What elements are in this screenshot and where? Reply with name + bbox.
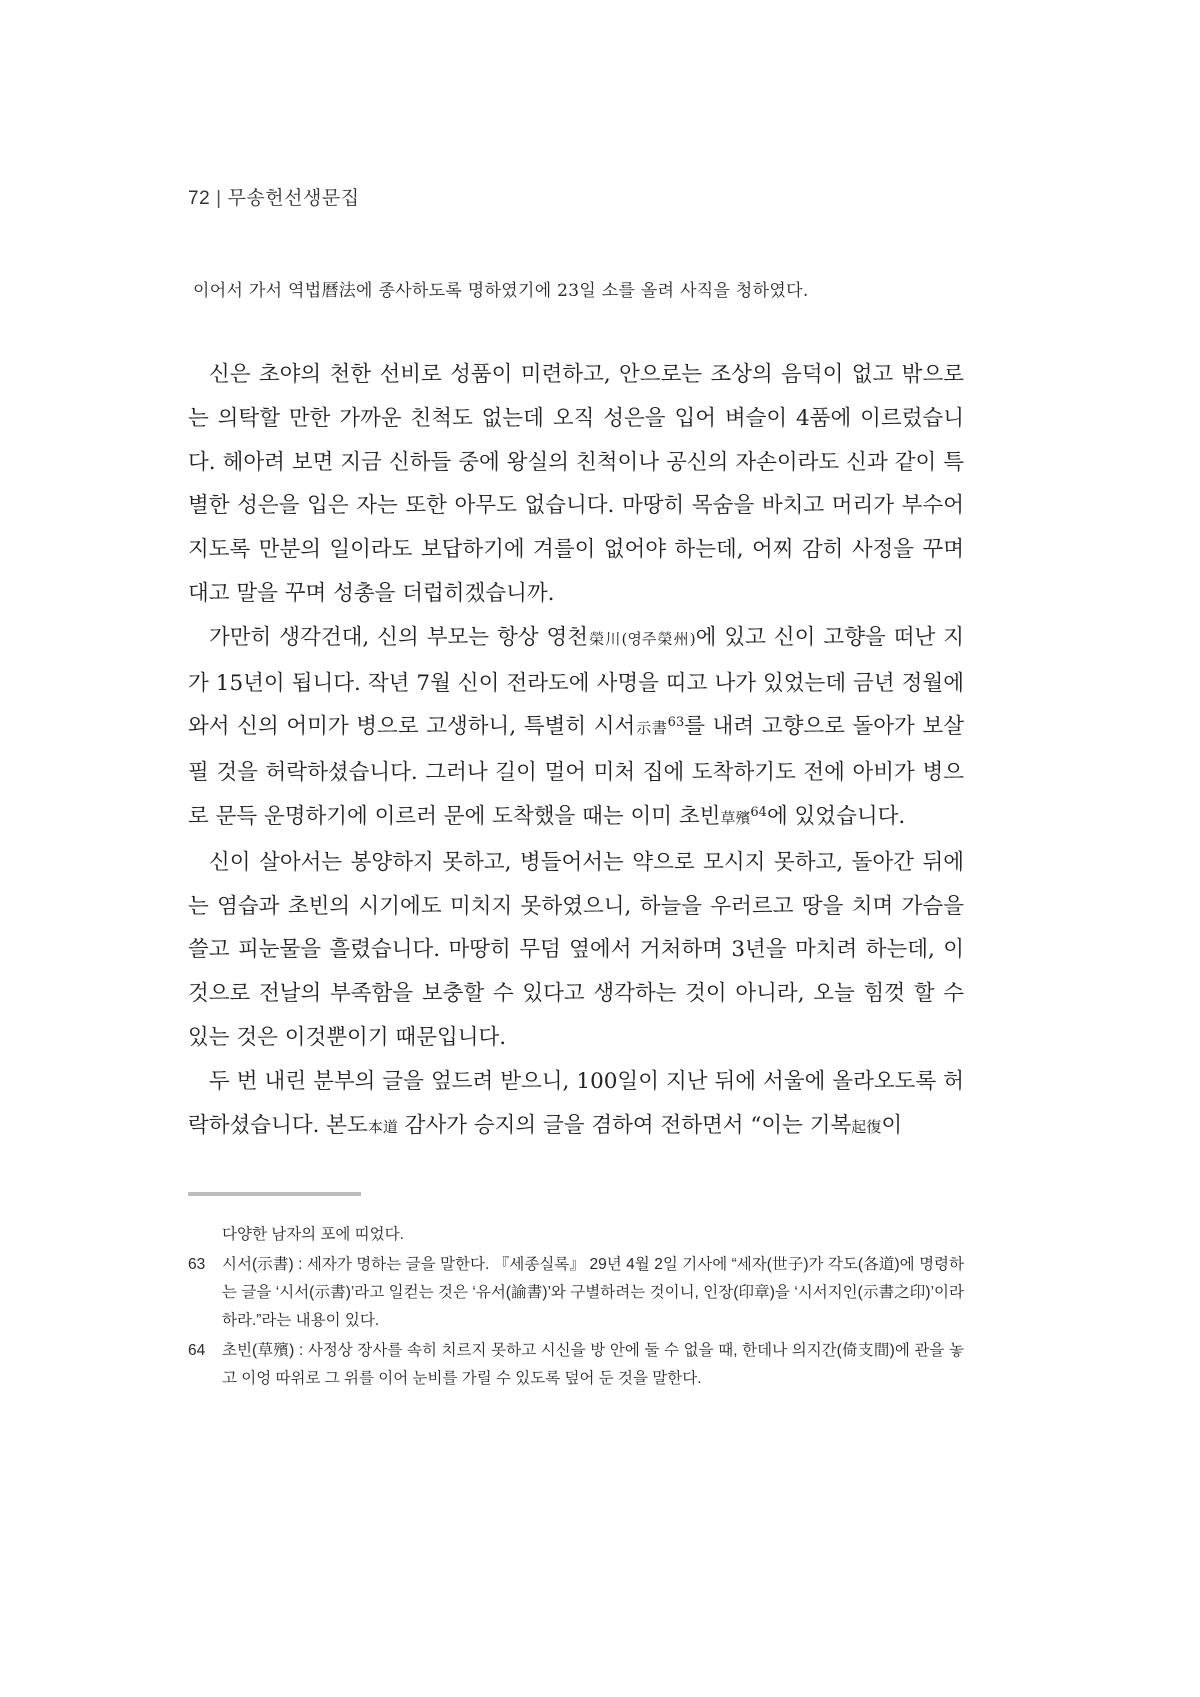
footnote-number: 64	[188, 1342, 206, 1359]
footnote-text: 초빈(草殯) : 사정상 장사를 속히 치르지 못하고 시신을 방 안에 둘 수 없을 때, 한데나 의지간(倚支間)에 관을 놓고 이엉 따위로 그 위를 이어 눈비를 가릴 수 있도록 덮어 둔 것을 말한다.	[222, 1342, 964, 1387]
hanja-gloss: 起復	[851, 1117, 882, 1136]
footnote-ref: 64	[750, 804, 767, 820]
text-run: 에 있었습니다.	[766, 803, 906, 829]
body-paragraph	[188, 1060, 964, 1150]
intro-line: 이어서 가서 역법曆法에 종사하도록 명하였기에 23일 소를 올려 사직을 청하였다.	[193, 281, 809, 301]
body-paragraph	[188, 616, 964, 841]
text-run: 에 있고 신이 고향을 떠난 지가 15년이 됩니다. 작년 7월 신이 전라도에 사명을 띠고 나가 있었는데 금년 정월에 와서 신의 어미가 병으로 고생하니, 특별히 시서	[188, 624, 965, 740]
text-run: 이	[881, 1112, 903, 1138]
book-title: 무송헌선생문집	[227, 188, 360, 209]
text-run: 감사가 승지의 글을 겸하여 전하면서 “이는 기복	[397, 1112, 852, 1138]
footnote-number: 63	[188, 1256, 206, 1273]
hanja-gloss: 示書	[635, 719, 668, 738]
footnotes	[188, 1221, 964, 1395]
running-header	[188, 183, 360, 210]
main-text	[188, 353, 964, 1149]
text-run: 신은 초야의 천한 선비로 성품이 미련하고, 안으로는 조상의 음덕이 없고 밖으로는 의탁할 만한 가까운 친척도 없는데 오직 성은을 입어 벼슬이 4품에 이르렀습니다. 헤아려 보면 지금 신하들 중에 왕실의 친척이나 공신의 자손이라도 신과 같이 특별한 성은을 입은 자는 또한 아무도 없습니다. 마땅히 목숨을 바치고 머리가 부수어지도록 만분의 일이라도 보답하기에 겨를이 없어야 하는데, 어찌 감히 사정을 꾸며대고 말을 꾸며 성총을 더럽히겠습니까.	[188, 362, 964, 606]
body-paragraph	[188, 841, 964, 1060]
text-run: 가만히 생각건대, 신의 부모는 항상 영천	[209, 624, 589, 650]
text-run: 두 번 내린 분부의 글을 엎드려 받으니, 100일이 지난 뒤에 서울에 올라오도록 허락하셨습니다. 본도	[188, 1068, 964, 1138]
footnote-rule	[188, 1192, 361, 1196]
text-run: 를 내려 고향으로 돌아가 보살필 것을 허락하셨습니다. 그러나 길이 멀어 미처 집에 도착하기도 전에 아비가 병으로 문득 운명하기에 이르러 문에 도착했을 때는 이미 초빈	[188, 714, 964, 829]
hanja-gloss: 草殯	[720, 808, 751, 827]
hanja-gloss: 榮川(영주榮州)	[588, 629, 696, 648]
footnote-64	[188, 1337, 964, 1393]
body-paragraph	[188, 353, 964, 616]
footnote-ref: 63	[667, 715, 685, 731]
footnote-continuation: 다양한 남자의 포에 띠었다.	[222, 1226, 404, 1243]
text-run: 신이 살아서는 봉양하지 못하고, 병들어서는 약으로 모시지 못하고, 돌아간 뒤에는 염습과 초빈의 시기에도 미치지 못하였으니, 하늘을 우러르고 땅을 치며 가슴을 쓸고 피눈물을 흘렸습니다. 마땅히 무덤 옆에서 거처하며 3년을 마치려 하는데, 이것으로 전날의 부족함을 보충할 수 있다고 생각하는 것이 아니라, 오늘 힘껏 할 수 있는 것은 이것뿐이기 때문입니다.	[188, 849, 964, 1050]
header-separator: |	[216, 188, 222, 209]
page-number: 72	[188, 188, 211, 209]
hanja-gloss: 本道	[367, 1117, 398, 1136]
footnote-63	[188, 1251, 964, 1335]
footnote-text: 시서(示書) : 세자가 명하는 글을 말한다. 『세종실록』 29년 4월 2일 기사에 “세자(世子)가 각도(各道)에 명령하는 글을 ‘시서(示書)’라고 일컫는 것은 ‘유서(諭書)’와 구별하려는 것이니, 인장(印章)을 ‘시서지인(示書之印)’이라 하라.”라는 내용이 있다.	[222, 1256, 964, 1329]
